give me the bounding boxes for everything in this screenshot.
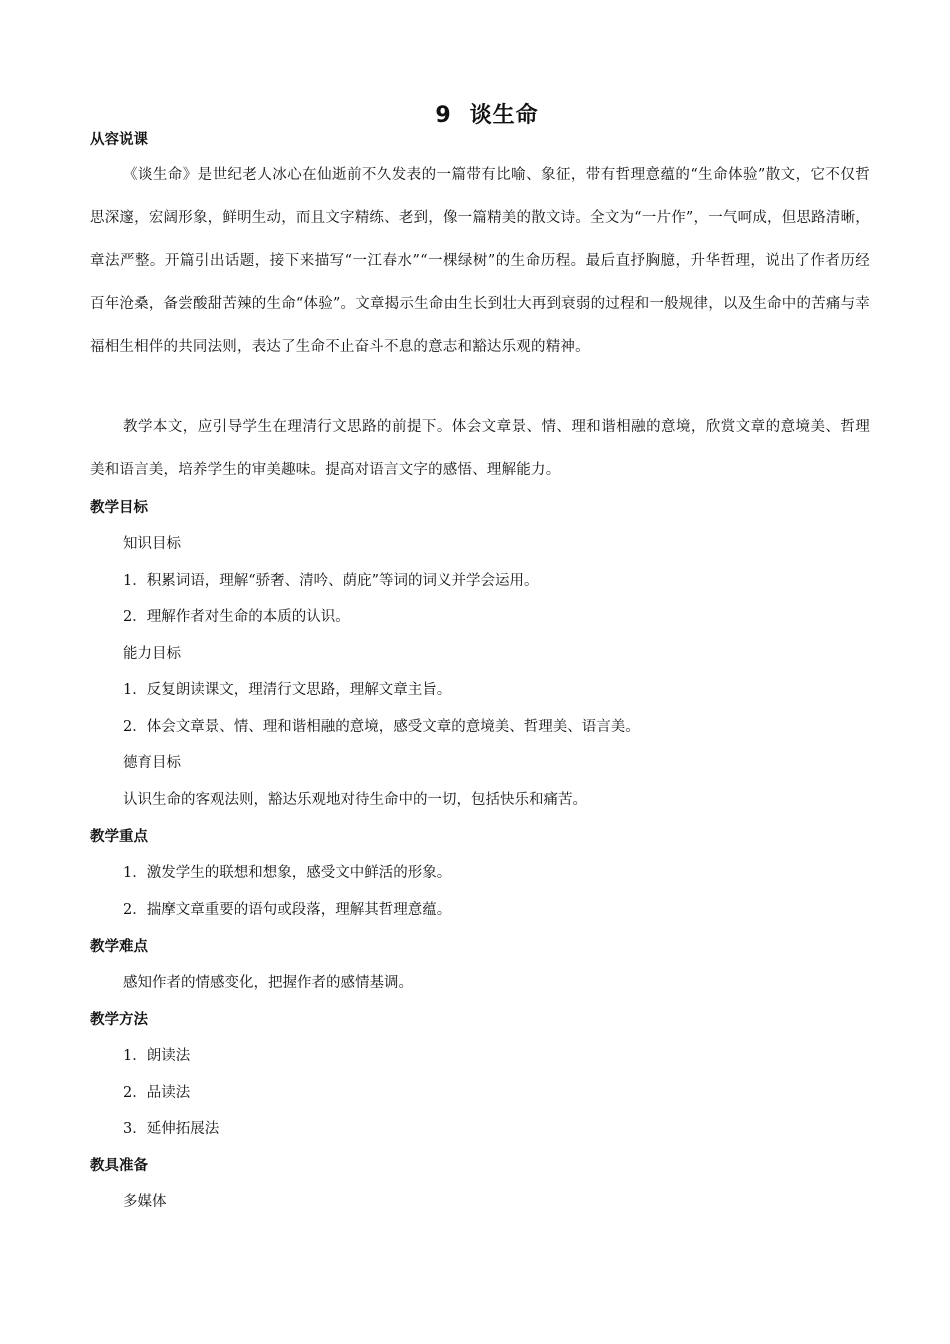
method-item-2: 2．品读法 <box>123 1085 191 1101</box>
intro-paragraph-2: 教学本文，应引导学生在理清行文思路的前提下。体会文章景、情、理和谐相融的意境，欣赏文章的意境美、哲理美和语言美，培养学生的审美趣味。提高对语言文字的感悟、理解能力。 <box>90 419 870 478</box>
lesson-title-text: 谈生命 <box>469 103 539 128</box>
method-item-1: 1．朗读法 <box>123 1048 191 1064</box>
goal-moral-item: 认识生命的客观法则，豁达乐观地对待生命中的一切，包括快乐和痛苦。 <box>123 792 587 808</box>
intro-paragraph-1: 《谈生命》是世纪老人冰心在仙逝前不久发表的一篇带有比喻、象征，带有哲理意蕴的“生命体验”散文，它不仅哲思深邃，宏阔形象，鲜明生动，而且文字精练、老到，像一篇精美的散文诗。全文为“一片作”，一气呵成，但思路清晰，章法严整。开篇引出话题，接下来描写“一江春水”“一棵绿树”的生命历程。最后直抒胸臆，升华哲理，说出了作者历经百年沧桑，备尝酸甜苦辣的生命“体验”。文章揭示生命由生长到壮大再到衰弱的过程和一般规律，以及生命中的苦痛与幸福相生相伴的共同法则，表达了生命不止奋斗不息的意志和豁达乐观的精神。 <box>90 167 870 355</box>
section-heading-fangfa: 教学方法 <box>90 1012 148 1028</box>
goal-knowledge-item-2: 2．理解作者对生命的本质的认识。 <box>123 609 350 625</box>
goal-knowledge-item-1: 1．积累词语，理解“骄奢、清吟、荫庇”等词的词义并学会运用。 <box>123 573 539 589</box>
key-point-2: 2．揣摩文章重要的语句或段落，理解其哲理意蕴。 <box>123 902 452 918</box>
goal-ability-item-1: 1．反复朗读课文，理清行文思路，理解文章主旨。 <box>123 682 452 698</box>
goal-ability-item-2: 2．体会文章景、情、理和谐相融的意境，感受文章的意境美、哲理美、语言美。 <box>123 719 640 735</box>
section-heading-shuoke: 从容说课 <box>90 132 148 148</box>
section-heading-mubiao: 教学目标 <box>90 500 148 516</box>
goal-ability-label: 能力目标 <box>123 646 181 662</box>
difficulty-item: 感知作者的情感变化，把握作者的感情基调。 <box>123 975 413 991</box>
method-item-3: 3．延伸拓展法 <box>123 1121 220 1137</box>
goal-knowledge-label: 知识目标 <box>123 536 181 552</box>
equipment-item: 多媒体 <box>123 1194 167 1210</box>
section-heading-nandian: 教学难点 <box>90 939 148 955</box>
key-point-1: 1．激发学生的联想和想象，感受文中鲜活的形象。 <box>123 865 452 881</box>
goal-moral-label: 德育目标 <box>123 755 181 771</box>
lesson-number: 9 <box>435 103 452 128</box>
section-heading-jiaoju: 教具准备 <box>90 1158 148 1174</box>
lesson-title <box>0 98 950 129</box>
section-heading-zhongdian: 教学重点 <box>90 829 148 845</box>
